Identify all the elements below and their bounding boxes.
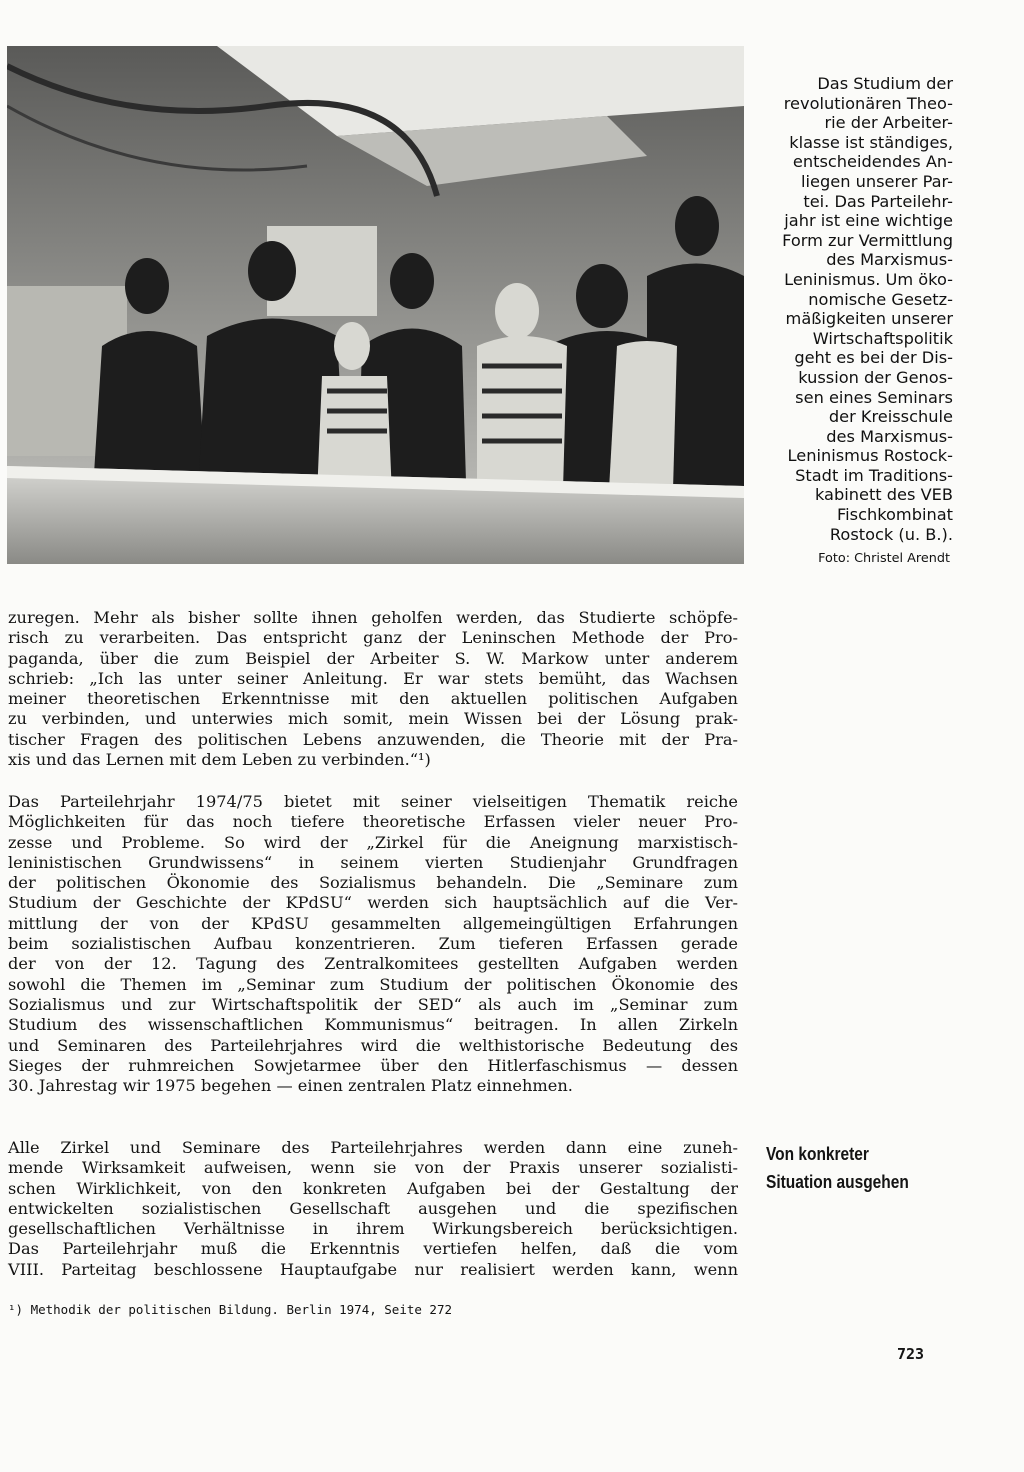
body-paragraph-1 bbox=[8, 608, 738, 770]
caption-line: Form zur Vermittlung bbox=[782, 230, 953, 250]
text-line: Studium des wissenschaftlichen Kommunismus“ beitragen. In allen Zirkeln bbox=[8, 1015, 738, 1035]
caption-line: klasse ist ständiges, bbox=[789, 132, 953, 152]
text-line: der politischen Ökonomie des Sozialismus behandeln. Die „Seminare zum bbox=[8, 873, 738, 893]
caption-line: kussion der Genos- bbox=[798, 367, 953, 387]
text-line: entwickelten sozialistischen Gesellschaft ausgehen und die spezifischen bbox=[8, 1198, 738, 1218]
text-line: Sozialismus und zur Wirtschaftspolitik der SED“ als auch im „Seminar zum bbox=[8, 994, 738, 1014]
text-line: mittlung der von der KPdSU gesammelten allgemeingültigen Erfahrungen bbox=[8, 913, 738, 933]
text-line: Sieges der ruhmreichen Sowjetarmee über den Hitlerfaschismus — dessen bbox=[8, 1055, 738, 1075]
caption-line: rie der Arbeiter- bbox=[824, 113, 953, 133]
caption-line: tei. Das Parteilehr- bbox=[803, 191, 953, 211]
text-line: der von der 12. Tagung des Zentralkomitees gestellten Aufgaben werden bbox=[8, 954, 738, 974]
text-line: xis und das Lernen mit dem Leben zu verbinden.“¹) bbox=[8, 750, 431, 770]
caption-line: liegen unserer Par- bbox=[801, 171, 953, 191]
text-line: Alle Zirkel und Seminare des Parteilehrjahres werden dann eine zuneh- bbox=[8, 1138, 738, 1157]
text-line: und Seminaren des Parteilehrjahres wird die welthistorische Bedeutung des bbox=[8, 1035, 738, 1055]
text-line: Studium der Geschichte der KPdSU“ werden sich hauptsächlich auf die Ver- bbox=[8, 893, 738, 913]
text-line: sowohl die Themen im „Seminar zum Studium der politischen Ökonomie des bbox=[8, 974, 738, 994]
caption-line: Leninismus. Um öko- bbox=[784, 269, 953, 289]
caption-line: geht es bei der Dis- bbox=[794, 348, 953, 368]
caption-line: Fischkombinat bbox=[837, 505, 953, 525]
caption-line: Das Studium der bbox=[817, 74, 953, 93]
text-line: schrieb: „Ich las unter seiner Anleitung. Er war stets bemüht, das Wachsen bbox=[8, 668, 738, 688]
caption-line: Stadt im Traditions- bbox=[795, 465, 953, 485]
footnote: ¹) Methodik der politischen Bildung. Berlin 1974, Seite 272 bbox=[8, 1302, 453, 1317]
caption-line: mäßigkeiten unserer bbox=[785, 309, 953, 329]
text-line: leninistischen Grundwissens“ in seinem vierten Studienjahr Grundfragen bbox=[8, 852, 738, 872]
text-line: zuregen. Mehr als bisher sollte ihnen geholfen werden, das Studierte schöpfe- bbox=[8, 608, 738, 627]
photograph-icon bbox=[7, 46, 744, 564]
text-line: schen Wirklichkeit, von den konkreten Aufgaben bei der Gestaltung der bbox=[8, 1178, 738, 1198]
body-paragraph-2 bbox=[8, 792, 738, 1096]
text-line: paganda, über die zum Beispiel der Arbeiter S. W. Markow unter anderem bbox=[8, 648, 738, 668]
text-line: 30. Jahrestag wir 1975 begehen — einen zentralen Platz einnehmen. bbox=[8, 1076, 573, 1096]
photo-caption bbox=[757, 74, 953, 544]
text-line: Möglichkeiten für das noch tiefere theoretische Erfassen vieler neuer Pro- bbox=[8, 812, 738, 832]
text-line: gesellschaftlichen Verhältnisse in ihrem Wirkungsbereich berücksichtigen. bbox=[8, 1219, 738, 1239]
text-line: tischer Fragen des politischen Lebens anzuwenden, die Theorie mit der Pra- bbox=[8, 729, 738, 749]
page-number: 723 bbox=[897, 1345, 925, 1363]
side-heading-line-1: Von konkreter bbox=[766, 1144, 869, 1164]
text-line: zu verbinden, und unterwies mich somit, mein Wissen bei der Lösung prak- bbox=[8, 709, 738, 729]
caption-line: des Marxismus- bbox=[826, 250, 953, 270]
caption-line: entscheidendes An- bbox=[792, 152, 953, 172]
caption-line: Rostock (u. B.). bbox=[829, 524, 953, 544]
text-line: Das Parteilehrjahr 1974/75 bietet mit seiner vielseitigen Thematik reiche bbox=[8, 792, 738, 811]
caption-line: des Marxismus- bbox=[826, 426, 953, 446]
text-line: meiner theoretischen Erkenntnisse mit den aktuellen politischen Aufgaben bbox=[8, 689, 738, 709]
caption-line: Wirtschaftspolitik bbox=[812, 328, 953, 348]
side-heading bbox=[766, 1140, 938, 1196]
caption-line: der Kreisschule bbox=[828, 407, 953, 427]
side-heading-line-2: Situation ausgehen bbox=[766, 1172, 909, 1192]
photo-credit: Foto: Christel Arendt bbox=[818, 551, 950, 566]
text-line: VIII. Parteitag beschlossene Hauptaufgabe nur realisiert werden kann, wenn bbox=[8, 1259, 738, 1279]
caption-line: Leninismus Rostock- bbox=[787, 446, 953, 466]
caption-line: jahr ist eine wichtige bbox=[784, 211, 953, 231]
caption-line: kabinett des VEB bbox=[814, 485, 953, 505]
photograph bbox=[7, 46, 744, 564]
caption-line: revolutionären Theo- bbox=[783, 93, 953, 113]
text-line: beim sozialistischen Aufbau konzentrieren. Zum tieferen Erfassen gerade bbox=[8, 934, 738, 954]
text-line: risch zu verarbeiten. Das entspricht ganz der Leninschen Methode der Pro- bbox=[8, 628, 738, 648]
text-line: zesse und Probleme. So wird der „Zirkel für die Aneignung marxistisch- bbox=[8, 832, 738, 852]
text-line: mende Wirksamkeit aufweisen, wenn sie von der Praxis unserer sozialisti- bbox=[8, 1158, 738, 1178]
caption-line: sen eines Seminars bbox=[795, 387, 953, 407]
caption-line: nomische Gesetz- bbox=[808, 289, 953, 309]
body-paragraph-3 bbox=[8, 1138, 738, 1280]
text-line: Das Parteilehrjahr muß die Erkenntnis vertiefen helfen, daß die vom bbox=[8, 1239, 738, 1259]
